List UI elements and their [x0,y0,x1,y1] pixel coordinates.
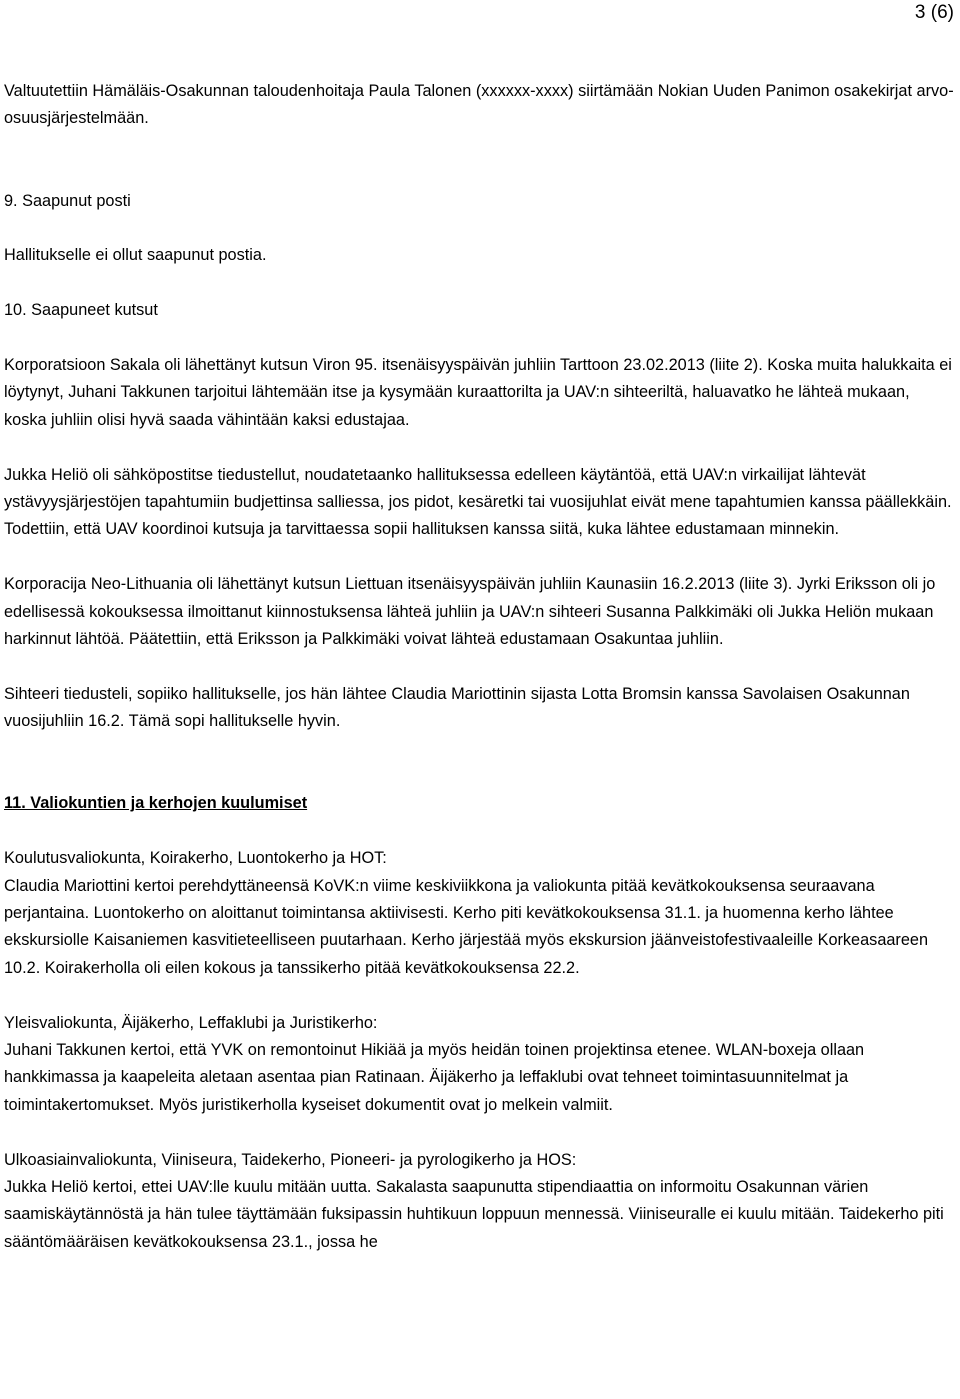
paragraph-uav-practice: Jukka Heliö oli sähköpostitse tiedustellut, noudatetaanko hallituksessa edelleen käytäntöä, että UAV:n virkailijat lähtevät ystävyysjärjestöjen tapahtumiin budjettinsa salliessa, jos pidot, kesäretki tai vuosijuhlat eivät mene tapahtumien kanssa päällekkäin. Todettiin, että UAV koordinoi kutsuja ja tarvittaessa sopii hallituksen kanssa siitä, kuka lähtee edustamaan minnekin. [4,465,952,539]
section-heading-10: 10. Saapuneet kutsut [4,301,158,320]
page-number: 3 (6) [914,2,954,23]
committee-body-general: Juhani Takkunen kertoi, että YVK on remontoinut Hikiää ja myös heidän toinen projektinsa etenee. WLAN-boxeja ollaan hankkimassa ja kaapeleita aletaan asentaa pian Ratinaan. Äijäkerho ja leffaklubi ovat tehneet toimintasuunnitelmat ja toimintakertomukset. Myös juristikerholla kyseiset dokumentit ovat jo melkein valmiit. [4,1041,865,1114]
section-heading-11: 11. Valiokuntien ja kerhojen kuulumiset [4,794,308,813]
paragraph-share-transfer: Valtuutettiin Hämäläis-Osakunnan taloudenhoitaja Paula Talonen (xxxxxx-xxxx) siirtämään Nokian Uuden Panimon osakekirjat arvo-osuusjärjestelmään. [4,82,954,128]
paragraph-mail: Hallitukselle ei ollut saapunut postia. [4,246,267,265]
paragraph-sakala-invite: Korporatsioon Sakala oli lähettänyt kutsun Viron 95. itsenäisyyspäivän juhliin Tarttoon 23.02.2013 (liite 2). Koska muita halukkaita ei löytynyt, Juhani Takkunen tarjoitui lähtemään itse ja kysymään kuraattorilta ja UAV:n sihteeriltä, haluavatko he lähteä mukaan, koska juhliin olisi hyvä saada vähintään kaksi edustajaa. [4,356,952,429]
paragraph-savolainen-invite: Sihteeri tiedusteli, sopiiko hallitukselle, jos hän lähtee Claudia Mariottinin sijasta Lotta Bromsin kanssa Savolaisen Osakunnan vuosijuhliin 16.2. Tämä sopi hallitukselle hyvin. [4,684,910,731]
paragraph-neo-lithuania-invite: Korporacija Neo-Lithuania oli lähettänyt kutsun Liettuan itsenäisyyspäivän juhliin Kaunasiin 16.2.2013 (liite 3). Jyrki Eriksson oli jo edellisessä kokouksessa ilmoittanut kiinnostuksensa lähteä juhliin ja UAV:n sihteeri Susanna Palkkimäki oli Jukka Heliön mukaan harkinnut lähtöä. Päätettiin, että Eriksson ja Palkkimäki voivat lähteä edustamaan Osakuntaa juhliin. [4,575,936,649]
section-heading-9: 9. Saapunut posti [4,191,131,210]
document-body [4,78,956,1256]
committee-body-foreign: Jukka Heliö kertoi, ettei UAV:lle kuulu mitään uutta. Sakalasta saapunutta stipendiaattia on informoitu Osakunnan värien saamiskäytännöstä ja hän tulee täyttämään fuksipassin huhtikuun loppuun mennessä. Viiniseuralle ei kuulu mitään. Taidekerho piti sääntömääräisen kevätkokouksensa 23.1., jossa he [4,1178,944,1251]
committee-title-general: Yleisvaliokunta, Äijäkerho, Leffaklubi ja Juristikerho: [4,1013,378,1032]
committee-title-education: Koulutusvaliokunta, Koirakerho, Luontokerho ja HOT: [4,849,387,868]
committee-title-foreign: Ulkoasiainvaliokunta, Viiniseura, Taidekerho, Pioneeri- ja pyrologikerho ja HOS: [4,1150,577,1169]
committee-body-education: Claudia Mariottini kertoi perehdyttäneensä KoVK:n viime keskiviikkona ja valiokunta pitää kevätkokouksensa seuraavana perjantaina. Luontokerho on aloittanut toimintansa aktiivisesti. Kerho piti kevätkokouksensa 31.1. ja huomenna kerho lähtee ekskursiolle Kaisaniemen kasvitieteelliseen puutarhaan. Kerho järjestää myös ekskursion jäänveistofestivaaleille Korkeasaareen 10.2. Koirakerholla oli eilen kokous ja tanssikerho pitää kevätkokouksensa 22.2. [4,876,929,977]
